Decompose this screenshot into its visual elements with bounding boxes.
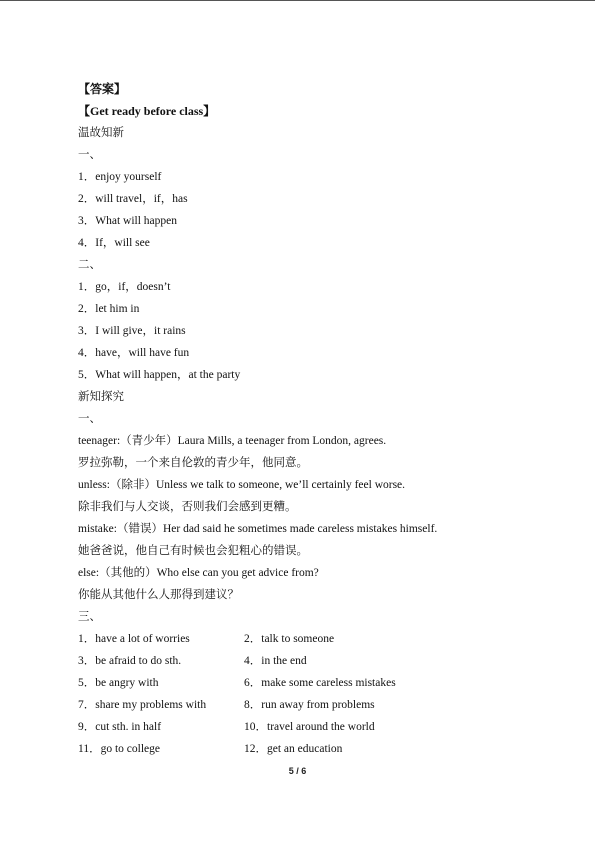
part1-label: 一、: [78, 149, 101, 161]
part4-label: 三、: [78, 611, 101, 623]
phrase-row: [78, 738, 548, 760]
phrase-row: [78, 628, 548, 650]
list-item: 5．What will happen，at the party: [78, 369, 241, 381]
phrase-right: 12．get an education: [244, 743, 343, 755]
top-rule: [0, 0, 595, 1]
phrase-left: 3．be afraid to do sth.: [78, 655, 182, 667]
list-item: 3．What will happen: [78, 215, 178, 227]
phrase-right: 10．travel around the world: [244, 721, 375, 733]
phrase-row: [78, 650, 548, 672]
vocab-example-zh: 罗拉弥勒，一个来自伦敦的青少年，他同意。: [78, 457, 308, 469]
vocab-example-zh: 除非我们与人交谈，否则我们会感到更糟。: [78, 501, 297, 513]
vocab-example-en: teenager:（青少年）Laura Mills, a teenager from London, agrees.: [78, 435, 387, 447]
list-item: 4．If，will see: [78, 237, 150, 249]
list-item: 2．let him in: [78, 303, 140, 315]
phrase-row: [78, 694, 548, 716]
phrase-left: 9．cut sth. in half: [78, 721, 162, 733]
phrase-right: 4．in the end: [244, 655, 307, 667]
list-item: 1．enjoy yourself: [78, 171, 162, 183]
phrase-row: [78, 716, 548, 738]
review-title: 温故知新: [78, 127, 124, 139]
vocab-example-en: mistake:（错误）Her dad said he sometimes made careless mistakes himself.: [78, 523, 438, 535]
vocab-example-zh: 她爸爸说，他自己有时候也会犯粗心的错误。: [78, 545, 308, 557]
phrase-right: 6．make some careless mistakes: [244, 677, 396, 689]
answer-content: [78, 78, 548, 760]
page-number: 5 / 6: [288, 766, 307, 776]
phrase-right: 2．talk to someone: [244, 633, 335, 645]
phrase-left: 7．share my problems with: [78, 699, 207, 711]
vocab-example-zh: 你能从其他什么人那得到建议？: [78, 589, 239, 601]
list-item: 1．go，if，doesn’t: [78, 281, 171, 293]
phrase-left: 1．have a lot of worries: [78, 633, 190, 645]
part3-label: 一、: [78, 413, 101, 425]
answer-heading: 【答案】: [78, 82, 127, 96]
list-item: 4．have，will have fun: [78, 347, 190, 359]
vocab-example-en: unless:（除非）Unless we talk to someone, we’ll certainly feel worse.: [78, 479, 406, 491]
part2-label: 二、: [78, 259, 101, 271]
phrase-right: 8．run away from problems: [244, 699, 375, 711]
section-title: 【Get ready before class】: [78, 104, 216, 118]
explore-title: 新知探究: [78, 391, 124, 403]
phrase-left: 11．go to college: [78, 743, 160, 755]
vocab-example-en: else:（其他的）Who else can you get advice from?: [78, 567, 319, 579]
phrase-left: 5．be angry with: [78, 677, 159, 689]
list-item: 2．will travel，if，has: [78, 193, 188, 205]
list-item: 3．I will give，it rains: [78, 325, 186, 337]
phrase-row: [78, 672, 548, 694]
